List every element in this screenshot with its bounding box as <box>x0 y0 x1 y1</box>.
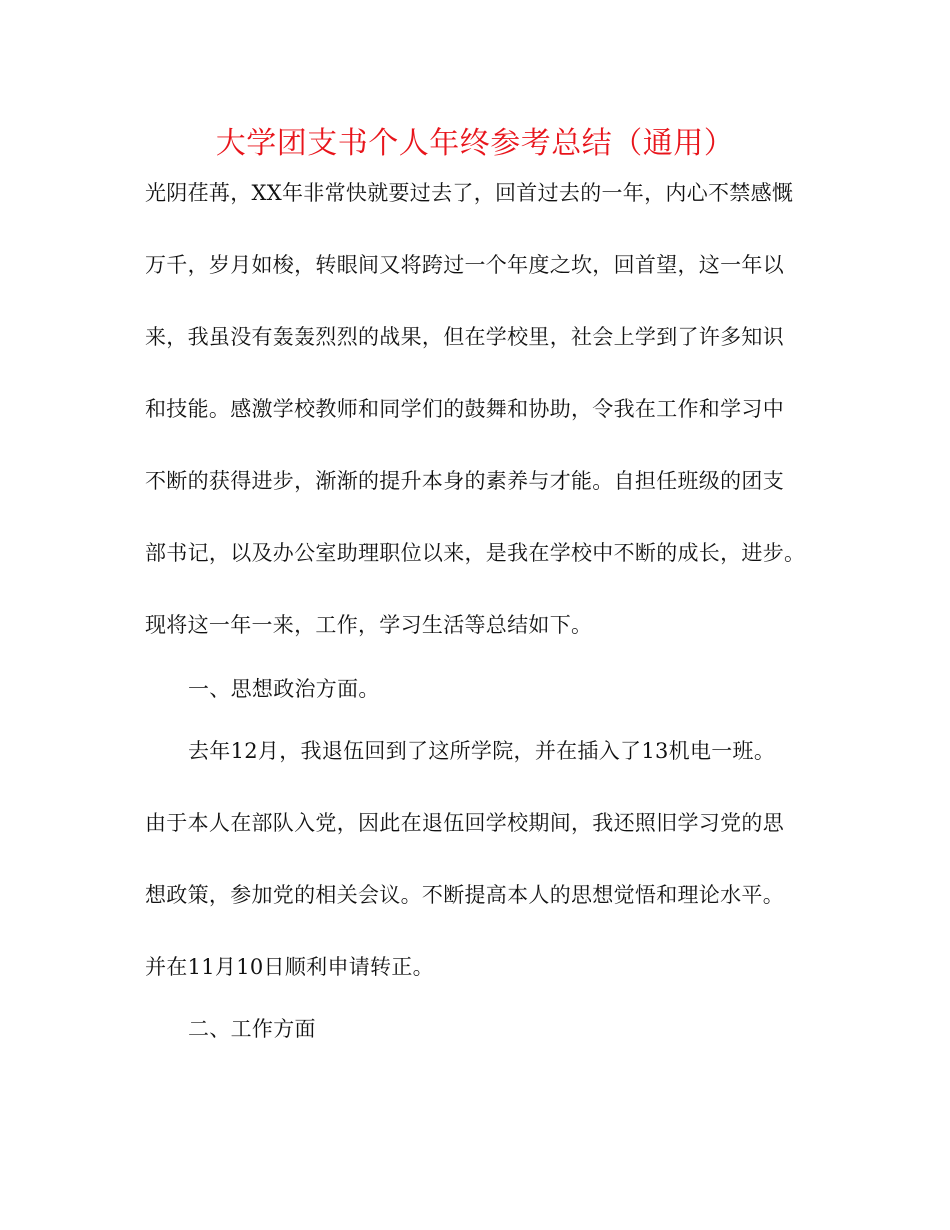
paragraph-line: 来，我虽没有轰轰烈烈的战果，但在学校里，社会上学到了许多知识 <box>145 325 784 349</box>
paragraph-line: 去年12月，我退伍回到了这所学院，并在插入了13机电一班。 <box>188 739 776 763</box>
paragraph-line: 不断的获得进步，渐渐的提升本身的素养与才能。自担任班级的团支 <box>145 469 784 493</box>
paragraph-line: 由于本人在部队入党，因此在退伍回学校期间，我还照旧学习党的思 <box>145 811 784 835</box>
paragraph-line: 光阴荏苒，XX年非常快就要过去了，回首过去的一年，内心不禁感慨 <box>145 181 794 205</box>
section-heading: 二、工作方面 <box>188 1017 316 1041</box>
section-heading: 一、思想政治方面。 <box>188 677 380 701</box>
paragraph-line: 想政策，参加党的相关会议。不断提高本人的思想觉悟和理论水平。 <box>145 883 784 907</box>
paragraph-line: 现将这一年一来，工作，学习生活等总结如下。 <box>145 613 593 637</box>
document-title: 大学团支书个人年终参考总结（通用） <box>215 126 735 161</box>
paragraph-line: 和技能。感激学校教师和同学们的鼓舞和协助，令我在工作和学习中 <box>145 397 784 421</box>
paragraph-line: 万千，岁月如梭，转眼间又将跨过一个年度之坎，回首望，这一年以 <box>145 253 784 277</box>
paragraph-line: 部书记，以及办公室助理职位以来，是我在学校中不断的成长，进步。 <box>145 541 806 565</box>
paragraph-line: 并在11月10日顺利申请转正。 <box>145 955 434 979</box>
